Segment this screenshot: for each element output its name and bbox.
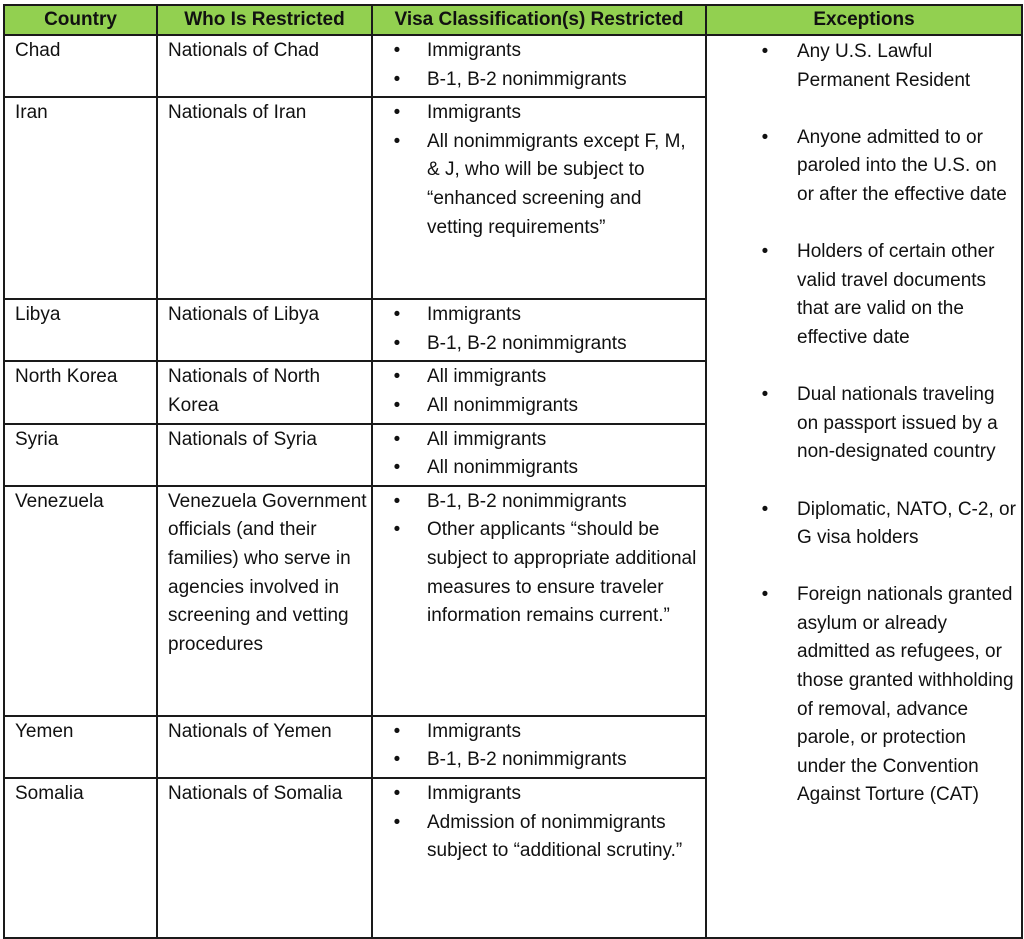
visa-item: • All nonimmigrants: [387, 454, 701, 483]
visa-cell: [372, 97, 706, 299]
who-cell: Nationals of Libya: [157, 299, 372, 361]
visa-item: • Immigrants: [387, 718, 701, 747]
country-cell: Iran: [4, 97, 157, 299]
who-cell: Nationals of Somalia: [157, 778, 372, 938]
visa-cell: [372, 486, 706, 716]
visa-item: • Immigrants: [387, 301, 701, 330]
visa-item: • All nonimmigrants except F, M, & J, who will be subject to “enhanced screening and vetting requirements”: [387, 128, 701, 242]
visa-item: • Admission of nonimmigrants subject to “additional scrutiny.”: [387, 809, 701, 866]
visa-cell: [372, 35, 706, 97]
header-country: Country: [4, 5, 157, 35]
table-row: [4, 35, 1022, 97]
header-row: [4, 5, 1022, 35]
header-visa-classifications: Visa Classification(s) Restricted: [372, 5, 706, 35]
header-exceptions: Exceptions: [706, 5, 1022, 35]
visa-item: • B-1, B-2 nonimmigrants: [387, 330, 701, 359]
country-cell: Somalia: [4, 778, 157, 938]
who-cell: Nationals of Chad: [157, 35, 372, 97]
visa-cell: [372, 299, 706, 361]
visa-item: • B-1, B-2 nonimmigrants: [387, 746, 701, 775]
exception-item: • Holders of certain other valid travel documents that are valid on the effective date: [751, 238, 1017, 352]
visa-item: • All nonimmigrants: [387, 392, 701, 421]
visa-item: • Immigrants: [387, 780, 701, 809]
visa-cell: [372, 424, 706, 486]
country-cell: Venezuela: [4, 486, 157, 716]
exceptions-cell: [706, 35, 1022, 938]
exception-item: • Anyone admitted to or paroled into the U.S. on or after the effective date: [751, 124, 1017, 210]
who-cell: Nationals of Yemen: [157, 716, 372, 778]
exception-item: • Foreign nationals granted asylum or already admitted as refugees, or those granted withholding of removal, advance parole, or protection under the Convention Against Torture (CAT): [751, 581, 1017, 810]
visa-cell: [372, 361, 706, 423]
visa-item: • B-1, B-2 nonimmigrants: [387, 66, 701, 95]
who-cell: Nationals of North Korea: [157, 361, 372, 423]
exception-item: • Any U.S. Lawful Permanent Resident: [751, 38, 1017, 95]
visa-item: • All immigrants: [387, 426, 701, 455]
visa-item: • Immigrants: [387, 99, 701, 128]
who-cell: Venezuela Government officials (and their families) who serve in agencies involved in screening and vetting procedures: [157, 486, 372, 716]
who-cell: Nationals of Iran: [157, 97, 372, 299]
travel-restrictions-table: [3, 4, 1023, 939]
exception-item: • Dual nationals traveling on passport issued by a non-designated country: [751, 381, 1017, 467]
who-cell: Nationals of Syria: [157, 424, 372, 486]
visa-item: • B-1, B-2 nonimmigrants: [387, 488, 701, 517]
country-cell: Libya: [4, 299, 157, 361]
visa-item: • All immigrants: [387, 363, 701, 392]
country-cell: Yemen: [4, 716, 157, 778]
country-cell: Chad: [4, 35, 157, 97]
header-who-is-restricted: Who Is Restricted: [157, 5, 372, 35]
visa-cell: [372, 716, 706, 778]
exception-item: • Diplomatic, NATO, C-2, or G visa holders: [751, 496, 1017, 553]
visa-item: • Other applicants “should be subject to appropriate additional measures to ensure traveler information remains current.”: [387, 516, 701, 630]
country-cell: North Korea: [4, 361, 157, 423]
country-cell: Syria: [4, 424, 157, 486]
visa-cell: [372, 778, 706, 938]
visa-item: • Immigrants: [387, 37, 701, 66]
